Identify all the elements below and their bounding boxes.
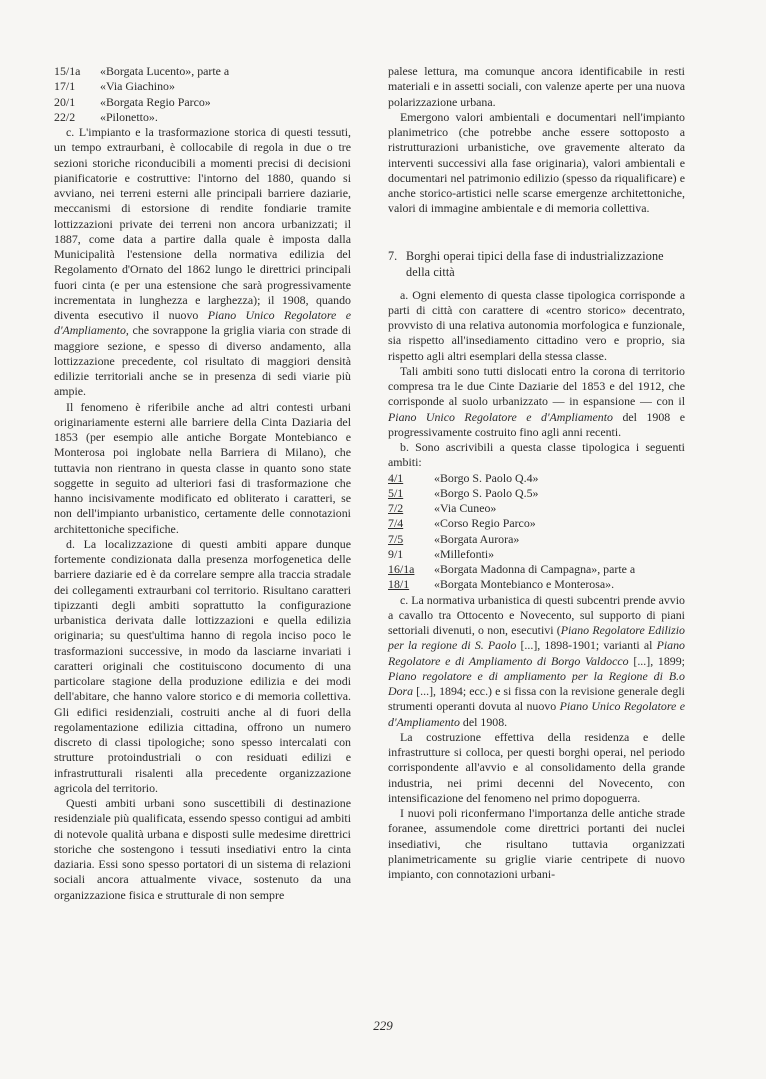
paragraph: I nuovi poli riconfermano l'importanza delle antiche strade foranee, assumendole come direttrici portanti dei nuclei insediativi, che risultano tuttavia organizzati planimetricamente su griglie viarie centripete di nuovo impianto, con connotazioni urbani- bbox=[388, 806, 685, 881]
ambito-name: «Borgata Montebianco e Monterosa». bbox=[434, 577, 615, 592]
left-column bbox=[54, 64, 351, 903]
list-item bbox=[388, 501, 685, 516]
list-item bbox=[388, 547, 685, 562]
ambito-code: 20/1 bbox=[54, 94, 76, 109]
list-item bbox=[388, 471, 685, 486]
section-title: Borghi operai tipici della fase di industrializzazione della città bbox=[406, 248, 664, 279]
list-item bbox=[388, 516, 685, 531]
paragraph: Emergono valori ambientali e documentari nell'impianto planimetrico (che potrebbe anche essere sottoposto a ristrutturazioni urbanistiche, ove gravemente alterato da interventi successivi alla fase originaria), valori ambientali e documentari nel patrimonio edilizio (spesso da riqualificare) e anche storico-artistici nelle scarse emergenze architettoniche, valori di immagine ambientale e di memoria collettiva. bbox=[388, 109, 685, 216]
ambito-name: «Millefonti» bbox=[434, 546, 495, 561]
paragraph-b: b. Sono ascrivibili a questa classe tipologica i seguenti ambiti: bbox=[388, 440, 685, 470]
list-item bbox=[54, 79, 351, 94]
ambito-code: 17/1 bbox=[54, 79, 76, 94]
ambito-code: 4/1 bbox=[388, 470, 404, 485]
ambito-code: 22/2 bbox=[54, 109, 76, 124]
ambito-name: «Corso Regio Parco» bbox=[434, 516, 536, 531]
ambito-code: 16/1a bbox=[388, 562, 415, 576]
ambito-name: «Borgata Aurora» bbox=[434, 531, 520, 546]
ambito-code: 7/4 bbox=[388, 516, 404, 531]
page-number: 229 bbox=[373, 1018, 393, 1033]
list-item bbox=[54, 110, 351, 125]
ambito-code: 7/2 bbox=[388, 501, 404, 515]
paragraph: Il fenomeno è riferibile anche ad altri contesti urbani originariamente esterni alle barriere della Cinta Daziaria del 1853 (per esempio alle antiche Borgate Montebianco e Monterosa poi inglobate nella Barriera di Milano), che tuttavia non rientrano in questa classe in quanto sono state soggette in seguito ad ulteriori fasi di trasformazione che hanno incisivamente modificato ed obliterato i caratteri, se non dell'impianto urbanistico, certamente delle connotazioni architettoniche specifiche. bbox=[54, 399, 351, 536]
paragraph: Tali ambiti sono tutti dislocati entro la corona di territorio compresa tra le due Cinte Daziarie del 1853 e del 1912, che corrisponde al suolo urbanizzato — in espansione — con il Piano Unico Regolatore e d'Ampliamento del 1908 e progressivamente costruito fino agli anni recenti. bbox=[388, 363, 686, 439]
ambito-name: «Borgata Madonna di Campagna», parte a bbox=[434, 562, 636, 576]
paragraph-c: c. La normativa urbanistica di questi subcentri prende avvio a cavallo tra Ottocento e Novecento, sul supporto di piani settoriali divenuti, o non, esecutivi (Piano Regolatore Edilizio per la regione di S. Paolo [...], 1898-1901; varianti al Piano Regolatore e di Ampliamento di Borgo Valdocco [...], 1899; Piano regolatore e di ampliamento per la Regione di B.o Dora [...], 1894; ecc.) e si fissa con la revisione generale degli strumenti operanti dovuta al nuovo Piano Unico Regolatore e d'Ampliamento del 1908. bbox=[388, 592, 685, 729]
list-item bbox=[388, 486, 685, 501]
section-number: 7. bbox=[388, 248, 398, 263]
ambito-name: «Pilonetto». bbox=[100, 109, 158, 124]
paragraph: palese lettura, ma comunque ancora identificabile in resti materiali e in assetti sociali, con valenze aperte per una nuova polarizzazione urbana. bbox=[388, 64, 685, 109]
ambito-name: «Borgata Regio Parco» bbox=[100, 94, 211, 109]
paragraph-d: d. La localizzazione di questi ambiti appare dunque fortemente condizionata dalla presenza morfogenetica delle barriere daziarie ed è da correlare sempre alla traccia stradale dei collegamenti extraurbani col territorio. Risultano caratteri tipizzanti degli ambiti soprattutto la configurazione urbanistica derivata dalle lottizzazioni e quella edilizia originaria; su quest'ultima hanno di regola inciso poco le trasformazioni successive, in modo da lasciarne invariati i caratteri originali che costituiscono documento di una particolare stagione della produzione edilizia e dei modi dell'abitare, che hanno valore storico e di memoria collettiva. Gli edifici residenziali, costruiti anche al di fuori della regolamentazione edilizia cittadina, offrono un numero discreto di classi tipologiche; sono spesso intercalati con strutture protoindustriali o con residuati edilizi e infrastrutturali risalenti alla precedente organizzazione agricola del territorio. bbox=[54, 536, 351, 795]
left-ambiti-list bbox=[54, 64, 351, 125]
ambito-name: «Via Cuneo» bbox=[434, 501, 497, 515]
right-column bbox=[388, 64, 685, 882]
list-item bbox=[388, 562, 685, 577]
ambito-code: 18/1 bbox=[388, 577, 410, 592]
ambito-code: 9/1 bbox=[388, 546, 404, 561]
list-item bbox=[388, 577, 685, 592]
ambito-code: 5/1 bbox=[388, 485, 404, 500]
section-heading bbox=[388, 248, 685, 280]
ambito-name: «Borgo S. Paolo Q.5» bbox=[434, 485, 539, 500]
paragraph-a: a. Ogni elemento di questa classe tipologica corrisponde a parti di città con carattere di «centro storico» decentrato, provvisto di una relativa autonomia morfologica e funzionale, sia rispetto all'insediamento cittadino vero e proprio, sia rispetto agli altri esemplari della stessa classe. bbox=[388, 287, 685, 363]
paragraph: La costruzione effettiva della residenza e delle infrastrutture si colloca, per questi borghi operai, nel periodo corrispondente all'avvio e al consolidamento della grande industria, nei primi decenni del Novecento, con intensificazione del fenomeno nel primo dopoguerra. bbox=[388, 729, 685, 805]
ambito-name: «Borgo S. Paolo Q.4» bbox=[434, 470, 539, 485]
right-ambiti-list bbox=[388, 471, 685, 593]
ambito-code: 15/1a bbox=[54, 64, 81, 78]
ambito-code: 7/5 bbox=[388, 531, 404, 546]
ambito-name: «Borgata Lucento», parte a bbox=[100, 64, 230, 78]
list-item bbox=[54, 95, 351, 110]
ambito-name: «Via Giachino» bbox=[100, 79, 175, 94]
paragraph: Questi ambiti urbani sono suscettibili di destinazione residenziale più qualificata, essendo spesso contigui ad ambiti di notevole qualità urbana e disposti sulle medesime direttrici storiche che sostengono i tessuti insediativi entro la cinta daziaria. Essi sono spesso portatori di un sistema di relazioni sociali ancora attualmente vivace, sostenuto da una organizzazione fisica e strutturale di non sempre bbox=[54, 796, 351, 902]
paragraph-c: c. L'impianto e la trasformazione storica di questi tessuti, un tempo extraurbani, è collocabile di regola in due o tre sezioni storiche riconducibili a momenti precisi di decisioni pianificatorie e costruttive: l'intorno del 1880, quando si avviano, nei terreni esterni alle principali barriere daziarie, meccanismi di estorsione di rendite fondiarie tramite lottizzazioni private dei terreni non ancora urbanizzati; il 1887, come data a partire dalla quale è imposta dalla Municipalità l'estensione della normativa edilizia del Regolamento d'Ornato del 1862 lungo le direttrici principali fuori cinta (e per una estensione che sarà progressivamente incrementata in lunghezza e larghezza); il 1908, quando diventa esecutivo il nuovo Piano Unico Regolatore e d'Ampliamento, che sovrappone la griglia viaria con strade di maggiore sezione, e spesso di diverso andamento, alla lottizzazione precedente, col risultato di maggiori densità edilizie territoriali anche se in presenza di sedi viarie più ampie. bbox=[54, 125, 351, 399]
list-item bbox=[54, 64, 351, 79]
list-item bbox=[388, 532, 685, 547]
